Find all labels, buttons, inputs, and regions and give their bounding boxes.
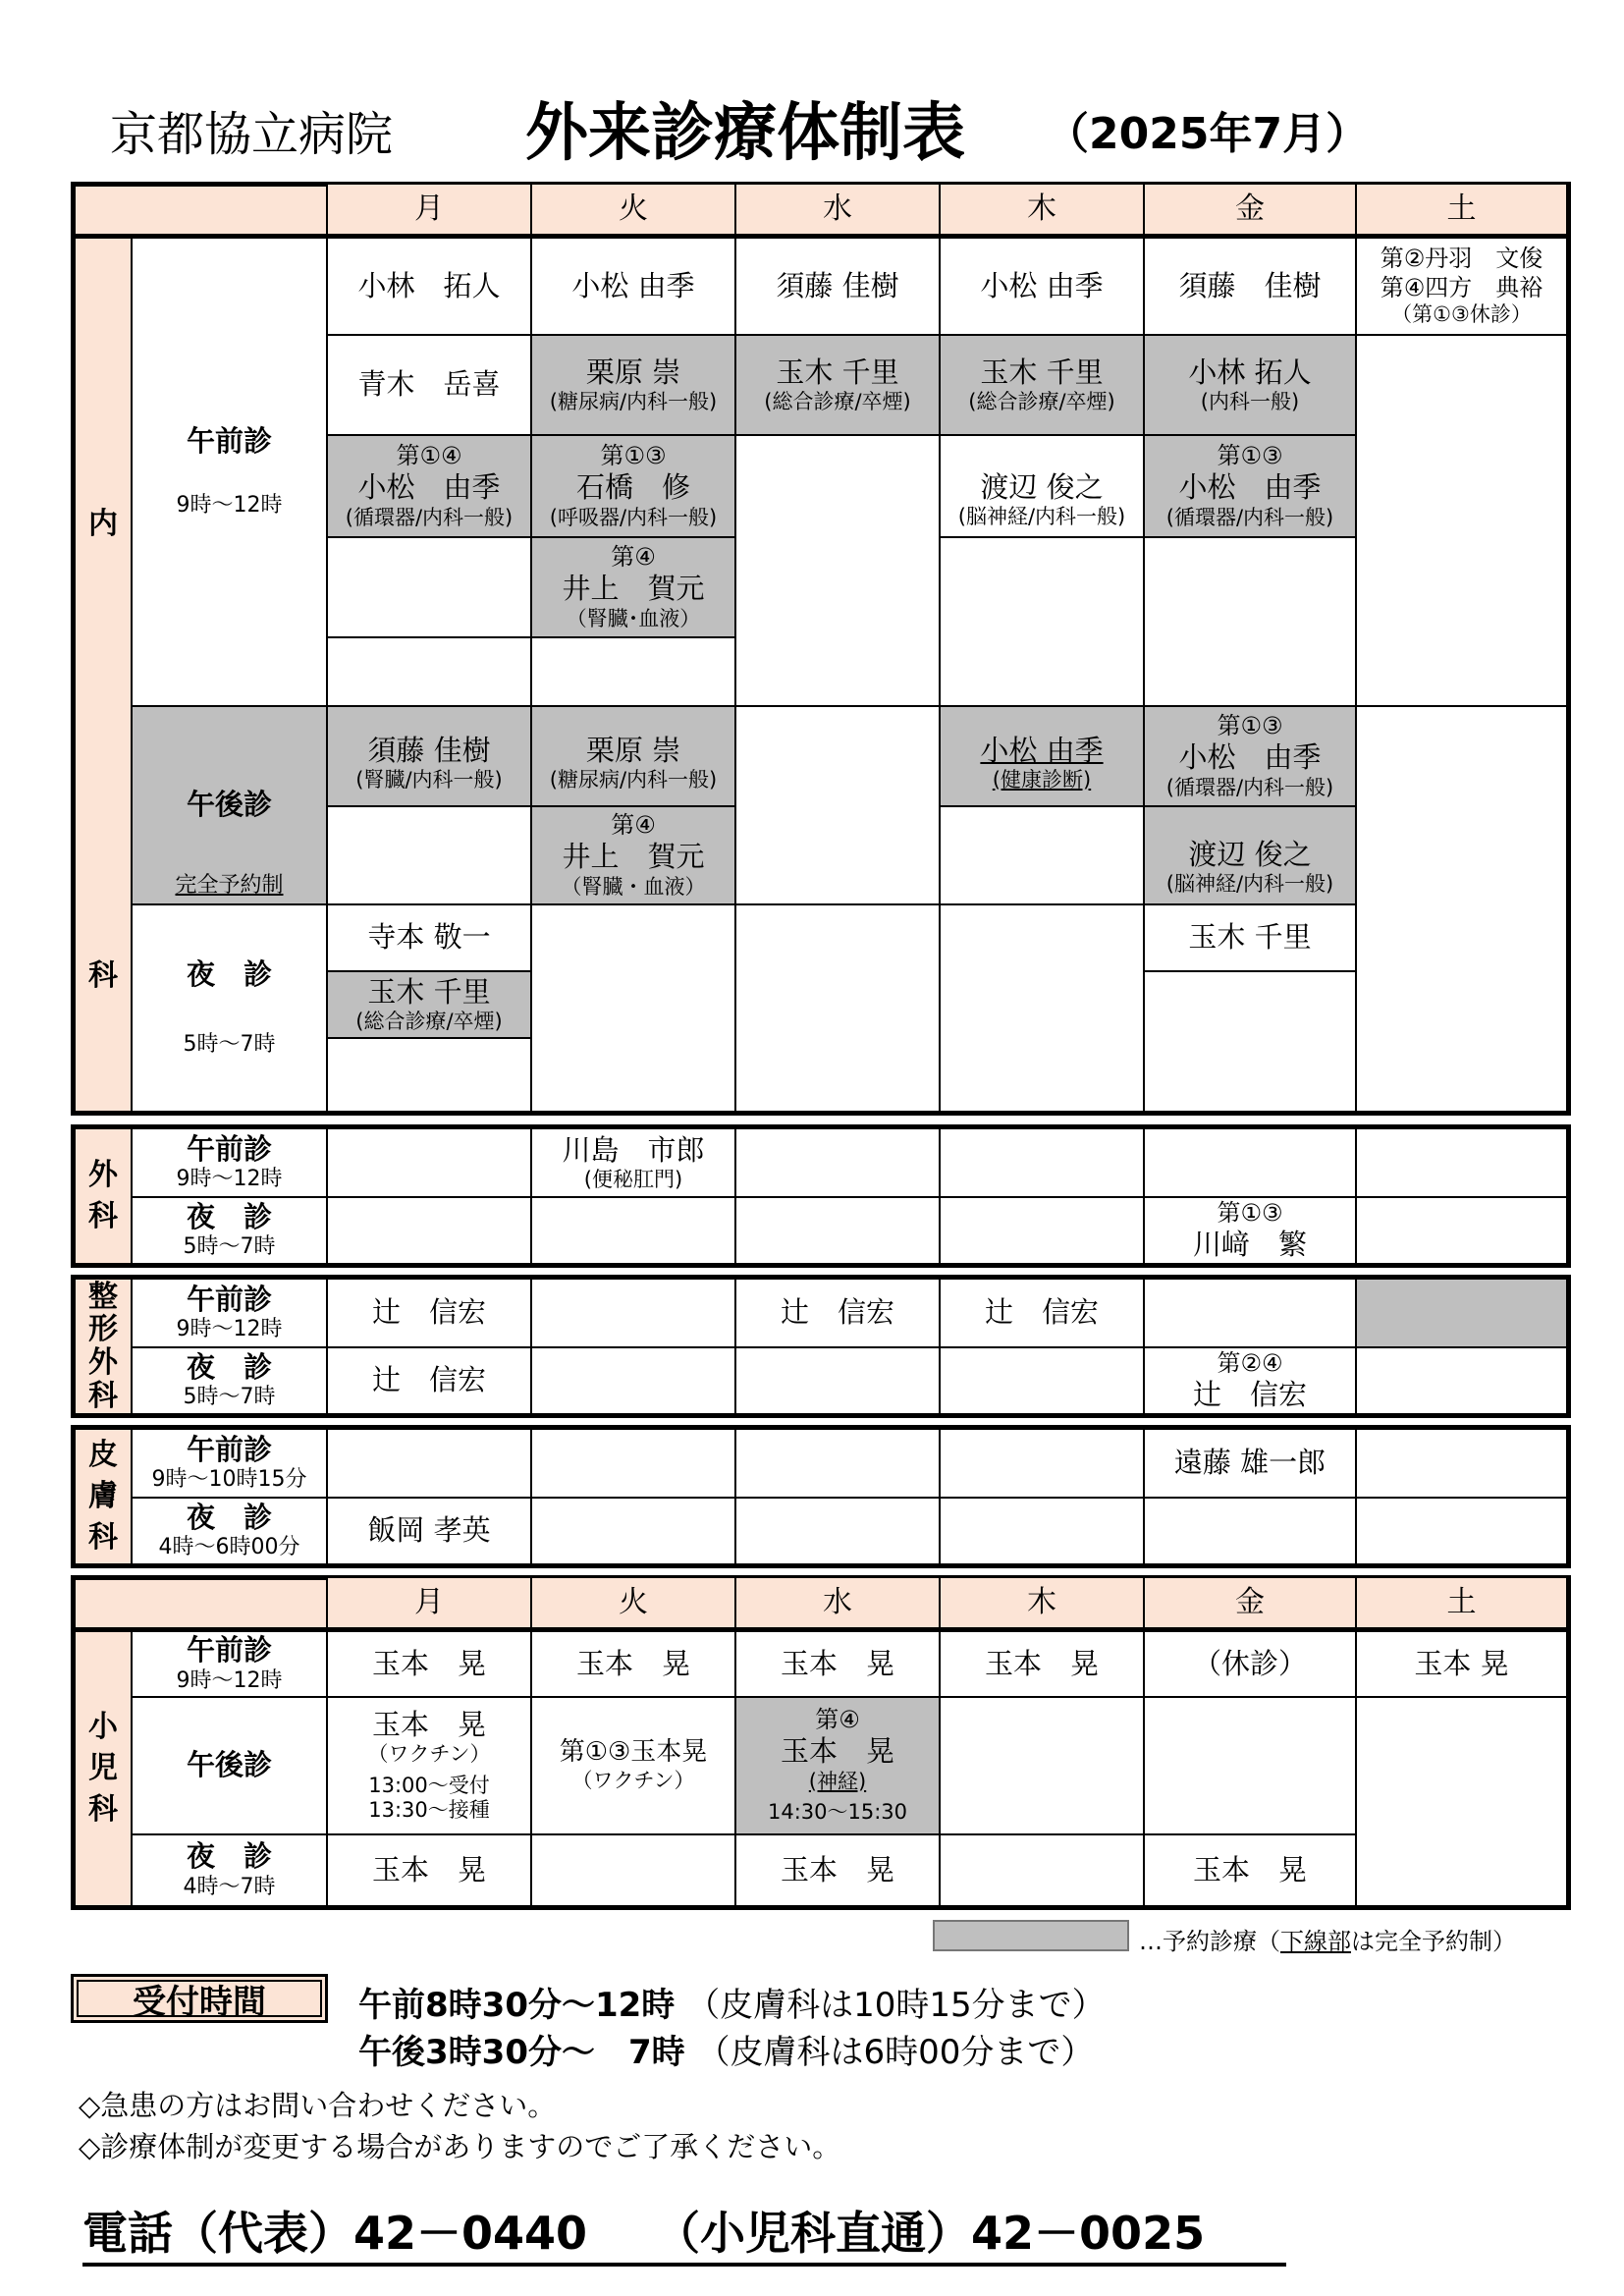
dept-label-shoni: 小 児 科 [76,1627,133,1905]
hifu-table [71,1425,1571,1568]
cell-night-fri: 第②④ 辻 信宏 [1143,1346,1355,1413]
cell-am-sat-empty [1355,334,1566,705]
period: （2025年7月） [1046,109,1370,159]
reception-label-box: 受付時間 [71,1974,328,2023]
day-header-tue: 火 [530,185,734,234]
cell-am-sat: 玉本 晃 [1355,1627,1566,1696]
day-header-wed: 水 [734,1578,939,1627]
cell-pm1-fri: 第①③ 小松 由季 (循環器/内科一般) [1143,705,1355,805]
session-pm: 午後診 [133,1696,326,1833]
session-am: 午前診 9時～12時 [133,1627,326,1696]
cell-night-fri: 玉本 晃 [1143,1833,1355,1905]
cell-am-mon: 辻 信宏 [326,1278,530,1346]
cell-am-tue: 玉本 晃 [530,1627,734,1696]
day-header-tue: 火 [530,1578,734,1627]
cell-am-wed: 玉本 晃 [734,1627,939,1696]
cell-night-wed: 玉本 晃 [734,1833,939,1905]
cell-am2-fri: 小林 拓人 (内科一般) [1143,334,1355,434]
cell-pm-wed: 第④ 玉本 晃 (神経) 14:30～15:30 [734,1696,939,1833]
shoni-table [71,1575,1571,1910]
cell-am2-mon: 青木 岳喜 [326,334,530,434]
cell-am3-fri: 第①③ 小松 由季 (循環器/内科一般) [1143,434,1355,536]
session-am: 午前診 9時～12時 [133,234,326,705]
hospital-name: 京都協立病院 [110,107,394,162]
cell-am-wed: 辻 信宏 [734,1278,939,1346]
session-pm: 午後診 完全予約制 [133,705,326,903]
cell-pm1-tue: 栗原 崇 (糖尿病/内科一般) [530,705,734,805]
day-header-mon: 月 [326,185,530,234]
cell-pm-mon: 玉本 晃 （ワクチン） 13:00～受付 13:30～接種 [326,1696,530,1833]
reception-pm: 午後3時30分～ 7時 （皮膚科は6時00分まで） [358,2033,1095,2072]
dept-label-naika: 内 科 [76,234,133,1111]
cell-am3-tue: 第①③ 石橋 修 (呼吸器/内科一般) [530,434,734,536]
cell-night-mon: 飯岡 孝英 [326,1497,530,1563]
legend-text: …予約診療（下線部は完全予約制） [1139,1928,1516,1955]
session-night: 夜 診 4時～6時00分 [133,1497,326,1563]
cell-night-mon: 辻 信宏 [326,1346,530,1413]
cell-am2-wed: 玉木 千里 (総合診療/卒煙) [734,334,939,434]
cell-am1-wed: 須藤 佳樹 [734,234,939,334]
cell-am3-mon: 第①④ 小松 由季 (循環器/内科一般) [326,434,530,536]
cell-pm1-mon: 須藤 佳樹 (腎臓/内科一般) [326,705,530,805]
cell-night-mon: 玉本 晃 [326,1833,530,1905]
geka-table [71,1124,1571,1268]
day-header-fri: 金 [1143,1578,1355,1627]
day-header-thu: 木 [939,185,1143,234]
day-header-sat: 土 [1355,1578,1566,1627]
seikei-table [71,1275,1571,1418]
reception-am: 午前8時30分～12時 （皮膚科は10時15分まで） [358,1986,1106,2025]
cell-am1-mon: 小林 拓人 [326,234,530,334]
cell-am1-thu: 小松 由季 [939,234,1143,334]
day-header-fri: 金 [1143,185,1355,234]
session-am: 午前診 9時～12時 [176,1282,283,1342]
dept-label-geka: 外 科 [76,1129,133,1263]
cell-am2-thu: 玉木 千里 (総合診療/卒煙) [939,334,1143,434]
session-night: 夜 診 5時～7時 [133,1196,326,1263]
cell-am3-thu: 渡辺 俊之 (脳神経/内科一般) [939,434,1143,536]
session-night: 夜 診 5時～7時 [133,903,326,1111]
cell-night1-mon: 寺本 敬一 [326,903,530,970]
cell-am1-tue: 小松 由季 [530,234,734,334]
legend-swatch [933,1920,1129,1951]
day-header-thu: 木 [939,1578,1143,1627]
naika-table [71,182,1571,1116]
cell-am-tue: 川島 市郎 (便秘肛門) [530,1127,734,1196]
cell-am1-fri: 須藤 佳樹 [1143,234,1355,334]
day-header-mon: 月 [326,1578,530,1627]
cell-night-fri: 第①③ 川﨑 繁 [1143,1196,1355,1263]
cell-am4-tue: 第④ 井上 賀元 （腎臓･血液） [530,536,734,636]
cell-night1-fri: 玉木 千里 [1143,903,1355,970]
cell-am1-sat: 第②丹羽 文俊 第④四方 典裕 （第①③休診） [1355,234,1566,334]
cell-am2-tue: 栗原 崇 (糖尿病/内科一般) [530,334,734,434]
cell-am-fri: 遠藤 雄一郎 [1143,1428,1355,1497]
cell-night2-mon: 玉木 千里 (総合診療/卒煙) [326,970,530,1037]
cell-am-mon: 玉本 晃 [326,1627,530,1696]
cell-pm2-tue: 第④ 井上 賀元 （腎臓・血液） [530,805,734,903]
session-night: 夜 診 4時～7時 [133,1833,326,1905]
cell-pm1-thu: 小松 由季 (健康診断) [939,705,1143,805]
phone-numbers: 電話（代表）42－0440 （小児科直通）42－0025 [82,2198,1286,2267]
cell-am-fri: （休診） [1143,1627,1355,1696]
day-header-sat: 土 [1355,185,1566,234]
session-night: 夜 診 5時～7時 [133,1346,326,1413]
dept-label-hifu: 皮 膚 科 [76,1430,133,1563]
cell-pm-tue: 第①③玉本晃 （ワクチン） [530,1696,734,1833]
cell-am-thu: 玉本 晃 [939,1627,1143,1696]
session-am: 午前診 9時～12時 [176,1131,283,1192]
session-am: 午前診 9時～10時15分 [151,1432,307,1493]
cell-pm2-fri: 渡辺 俊之 (脳神経/内科一般) [1143,805,1355,903]
dept-label-seikei: 整 形 外 科 [76,1280,133,1413]
note-change: ◇診療体制が変更する場合がありますのでご了承ください。 [79,2130,841,2163]
document-title: 外来診療体制表 [525,97,965,170]
day-header-wed: 水 [734,185,939,234]
note-emergency: ◇急患の方はお問い合わせください。 [79,2089,557,2122]
cell-am-thu: 辻 信宏 [939,1278,1143,1346]
cell-am3-wed [734,434,939,705]
